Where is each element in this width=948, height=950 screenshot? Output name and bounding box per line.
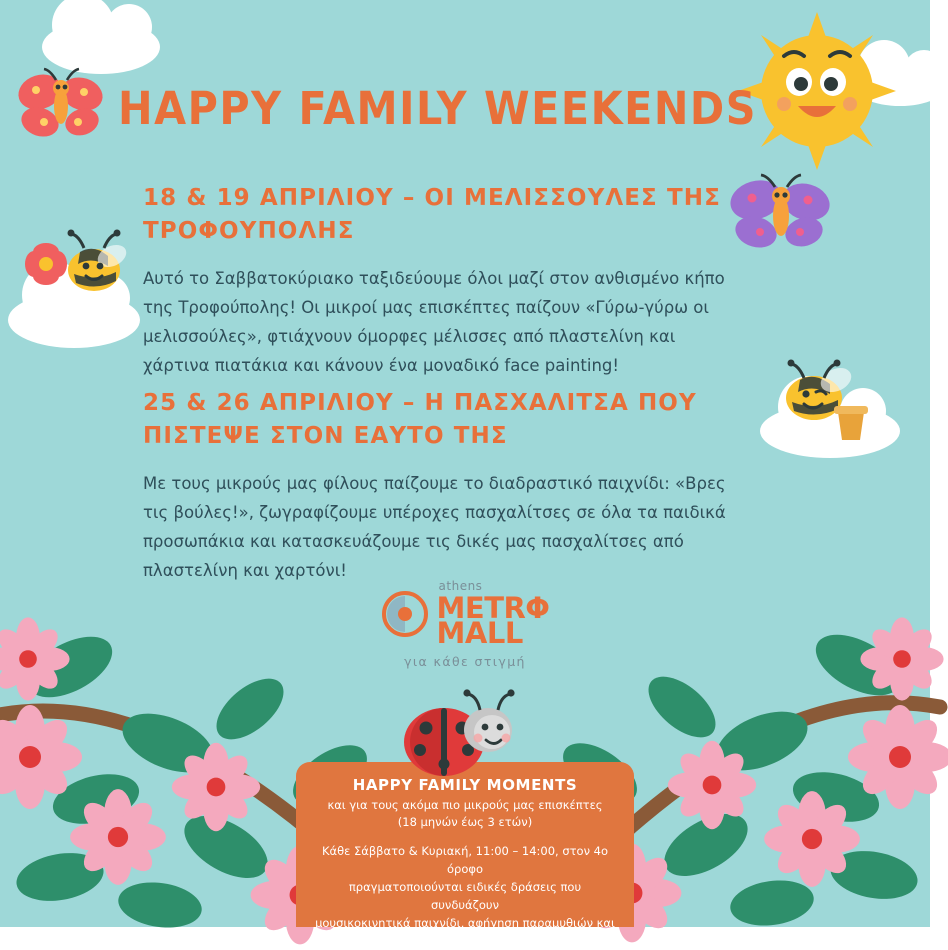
- bee-icon: [24, 222, 134, 318]
- bee-icon: [766, 352, 874, 454]
- logo-mall-label: MALL: [436, 616, 523, 650]
- sun-icon: [732, 6, 902, 176]
- panel-title: HAPPY FAMILY MOMENTS: [352, 776, 578, 794]
- panel-subtitle-line-1: και για τους ακόμα πιο μικρούς μας επισκέπτες: [327, 798, 603, 812]
- section-1-heading: 18 & 19 ΑΠΡΙΛΙΟΥ – ΟΙ ΜΕΛΙΣΣΟΥΛΕΣ ΤΗΣ ΤΡΟΦΟΥΠΟΛΗΣ: [143, 185, 721, 244]
- panel-body-line-3: μουσικοκινητικά παιχνίδι, αφήγηση παραμυθιών και: [315, 915, 615, 930]
- ladybug-icon: [392, 690, 522, 780]
- butterfly-icon: [14, 66, 106, 144]
- logo-metro-label: METRΦ: [436, 591, 550, 625]
- logo-athens-label: athens: [438, 579, 483, 593]
- page-title: HAPPY FAMILY WEEKENDS: [118, 82, 758, 135]
- panel-body: [314, 843, 616, 950]
- section-2-heading: 25 & 26 ΑΠΡΙΛΙΟΥ – Η ΠΑΣΧΑΛΙΤΣΑ ΠΟΥ ΠΙΣΤΕΨΕ ΣΤΟΝ ΕΑΥΤΟ ΤΗΣ: [143, 390, 697, 449]
- panel-subtitle-line-2: (18 μηνών έως 3 ετών): [397, 814, 533, 829]
- section-1: [143, 182, 743, 381]
- panel-body-line-2: πραγματοποιούνται ειδικές δράσεις που συνδυάζουν: [348, 879, 582, 912]
- panel-subtitle: [314, 797, 616, 830]
- section-1-body: Αυτό το Σαββατοκύριακο ταξιδεύουμε όλοι μαζί στον ανθισμένο κήπο της Τροφούπολης! Οι μικροί μας επισκέπτες παίζουν «Γύρω-γύρω οι μελισσούλες», φτιάχνουν όμορφες μέλισσες από πλαστελίνη και χάρτινα πιατάκια και κάνουν ένα μοναδικό face painting!: [143, 269, 725, 375]
- flower-icon: [25, 243, 67, 285]
- logo-tagline: για κάθε στιγμή: [404, 654, 526, 669]
- panel-body-line-4: δημιουργικές κατασκευές.: [388, 933, 542, 948]
- happy-family-moments-panel: [296, 762, 634, 948]
- section-2-body: Με τους μικρούς μας φίλους παίζουμε το διαδραστικό παιχνίδι: «Βρες τις βούλες!», ζωγραφίζουμε υπέροχες πασχαλίτσες σε όλα τα παιδικά προσωπάκια και κατασκευάζουμε τις δικές μας πασχαλίτσες από πλαστελίνη και χαρτόνι!: [143, 474, 726, 580]
- panel-body-line-1: Κάθε Σάββατο & Κυριακή, 11:00 – 14:00, στον 4ο όροφο: [321, 844, 609, 877]
